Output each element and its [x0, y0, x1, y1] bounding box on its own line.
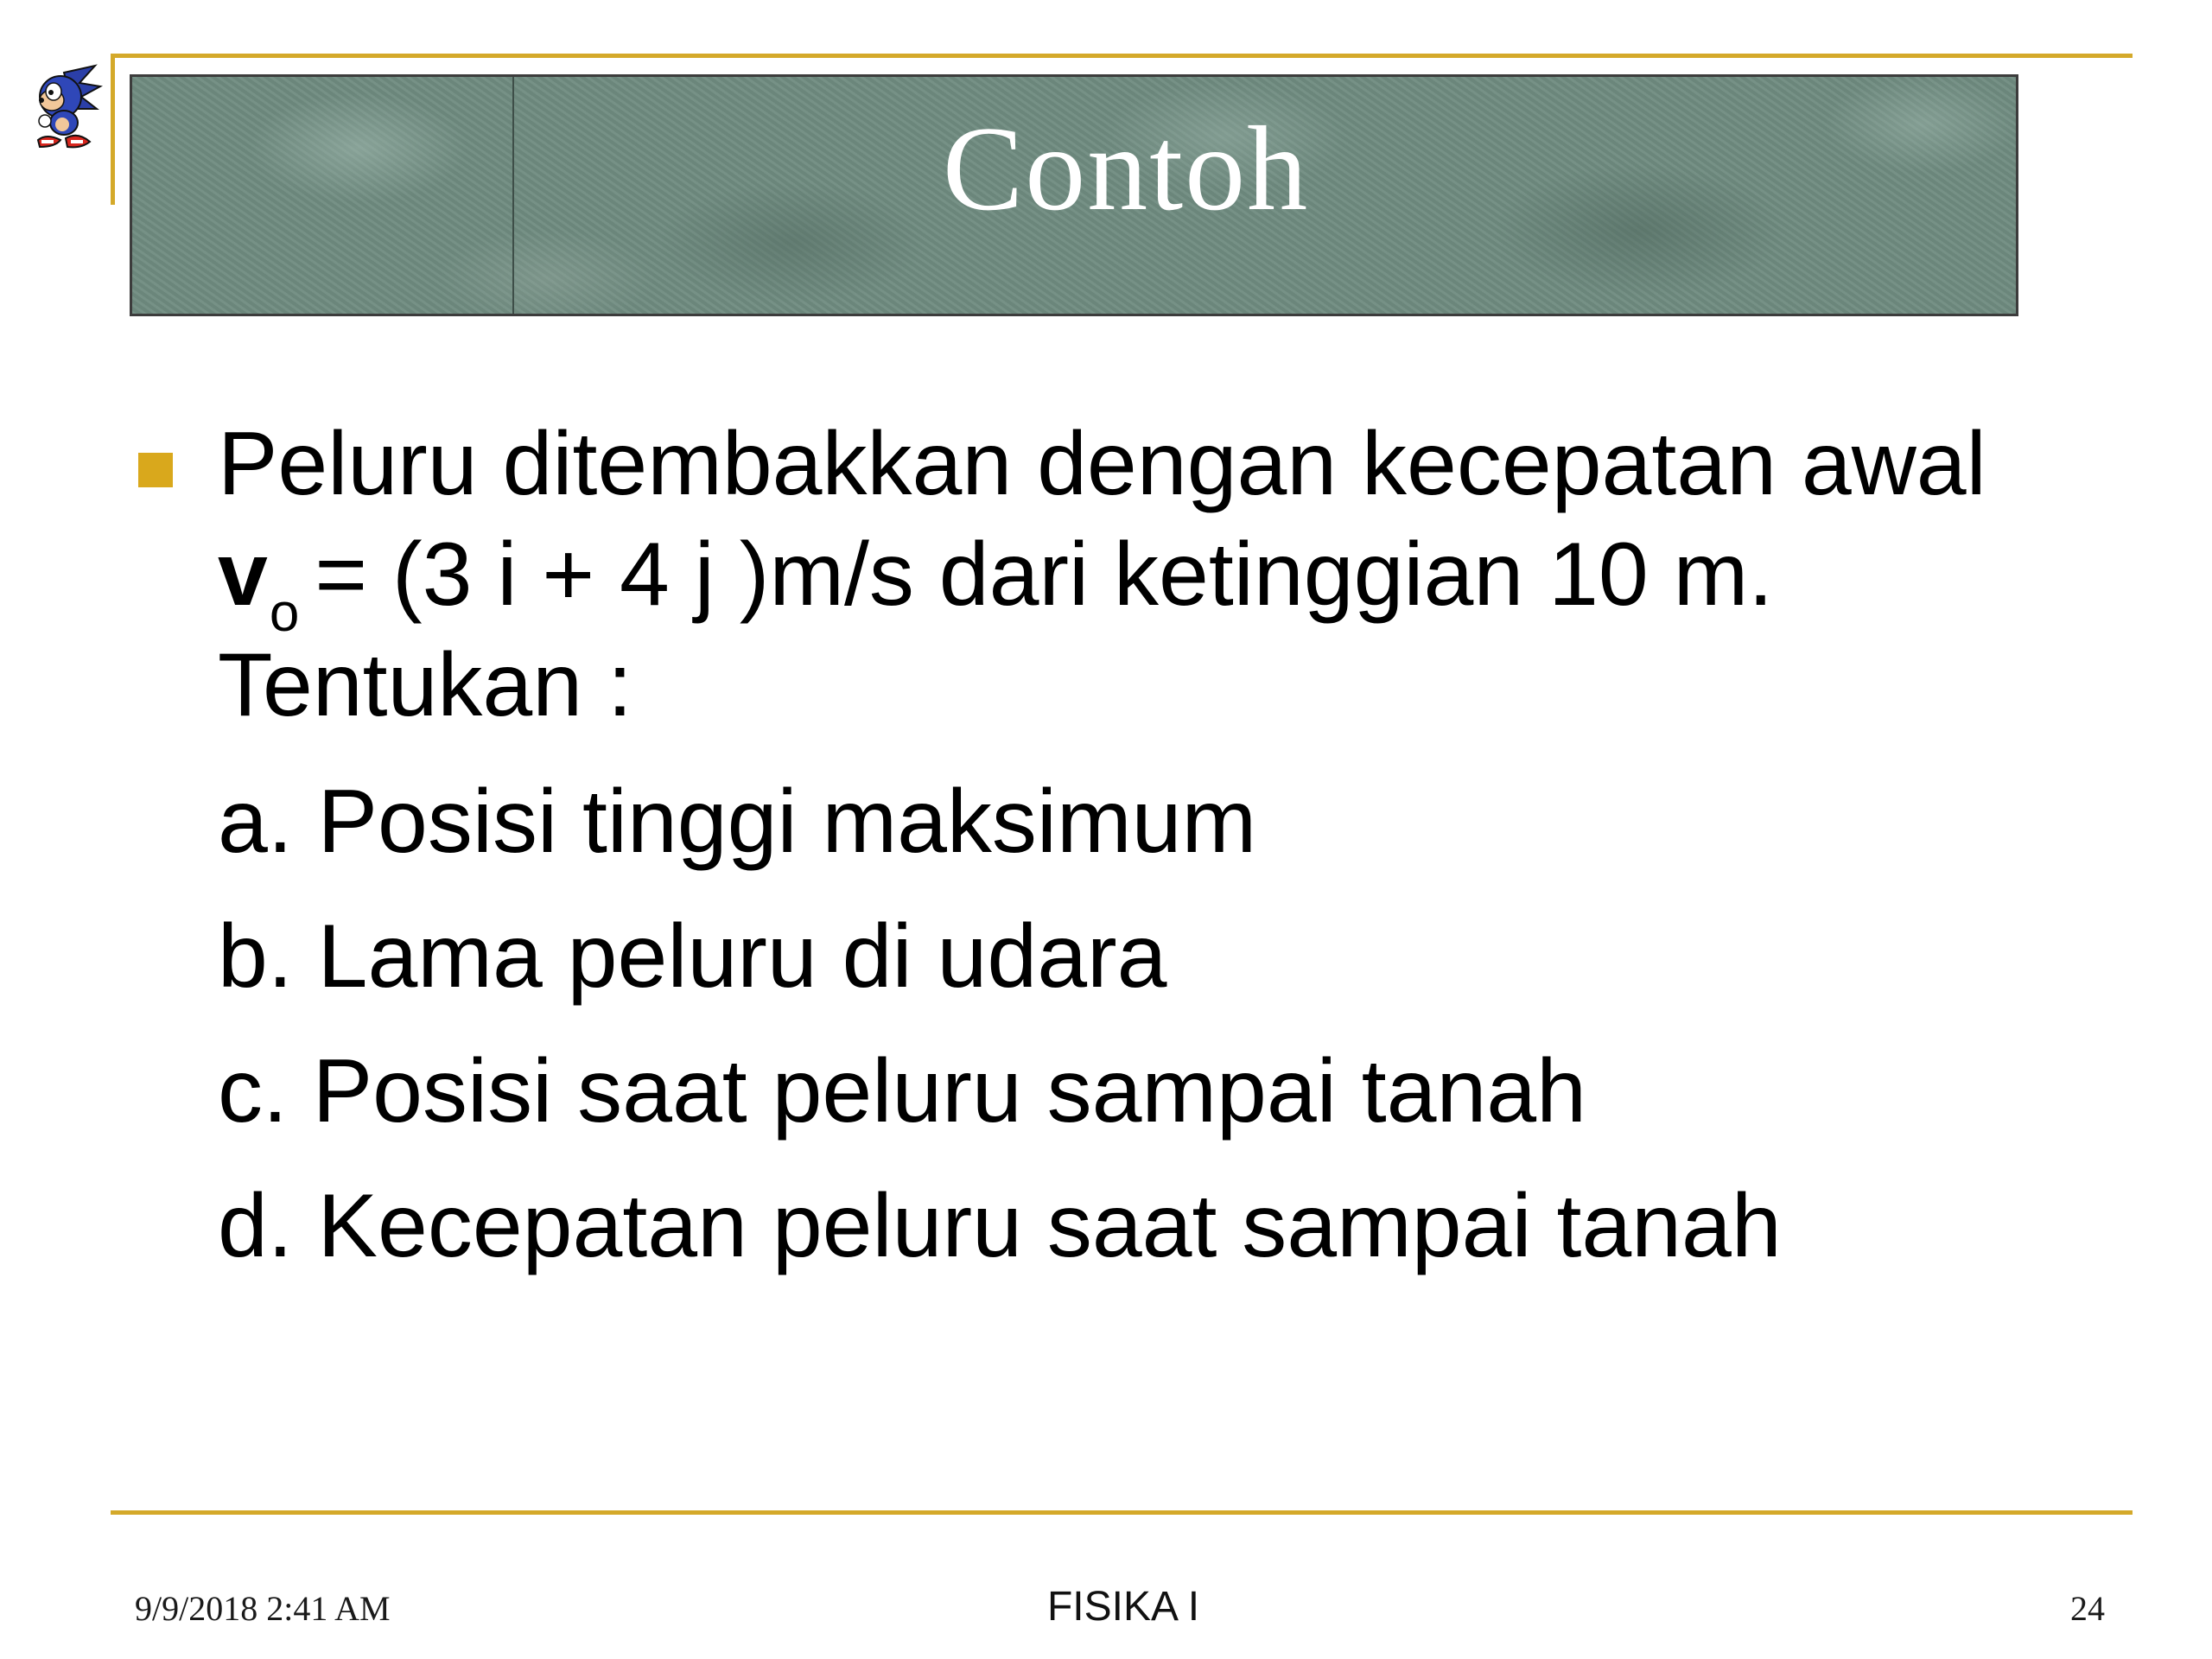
top-gold-rule — [111, 54, 2133, 58]
slide-title: Contoh — [942, 102, 1310, 236]
bottom-gold-rule — [111, 1510, 2133, 1515]
velocity-subscript: o — [269, 583, 300, 643]
list-item: a. Posisi tinggi maksimum — [218, 772, 1257, 872]
question-line-1: Peluru ditembakkan dengan kecepatan awal — [218, 414, 1986, 514]
question-line-2 — [218, 524, 1774, 643]
footer-title: FISIKA I — [1046, 1584, 1200, 1630]
list-item: b. Lama peluru di udara — [218, 906, 1167, 1007]
left-gold-rule — [111, 54, 115, 205]
velocity-symbol: v — [218, 524, 268, 625]
footer-date: 9/9/2018 2:41 AM — [135, 1589, 391, 1628]
list-item: d. Kecepatan peluru saat sampai tanah — [218, 1176, 1782, 1276]
question-line-3: Tentukan : — [218, 635, 632, 735]
list-item: c. Posisi saat peluru sampai tanah — [218, 1041, 1586, 1141]
title-banner — [130, 74, 2018, 316]
sonic-hedgehog-icon — [21, 60, 104, 156]
square-bullet-icon — [138, 453, 173, 487]
page-number: 24 — [2070, 1589, 2105, 1628]
velocity-value-text: = (3 i + 4 j )m/s dari ketinggian 10 m. — [315, 524, 1774, 625]
